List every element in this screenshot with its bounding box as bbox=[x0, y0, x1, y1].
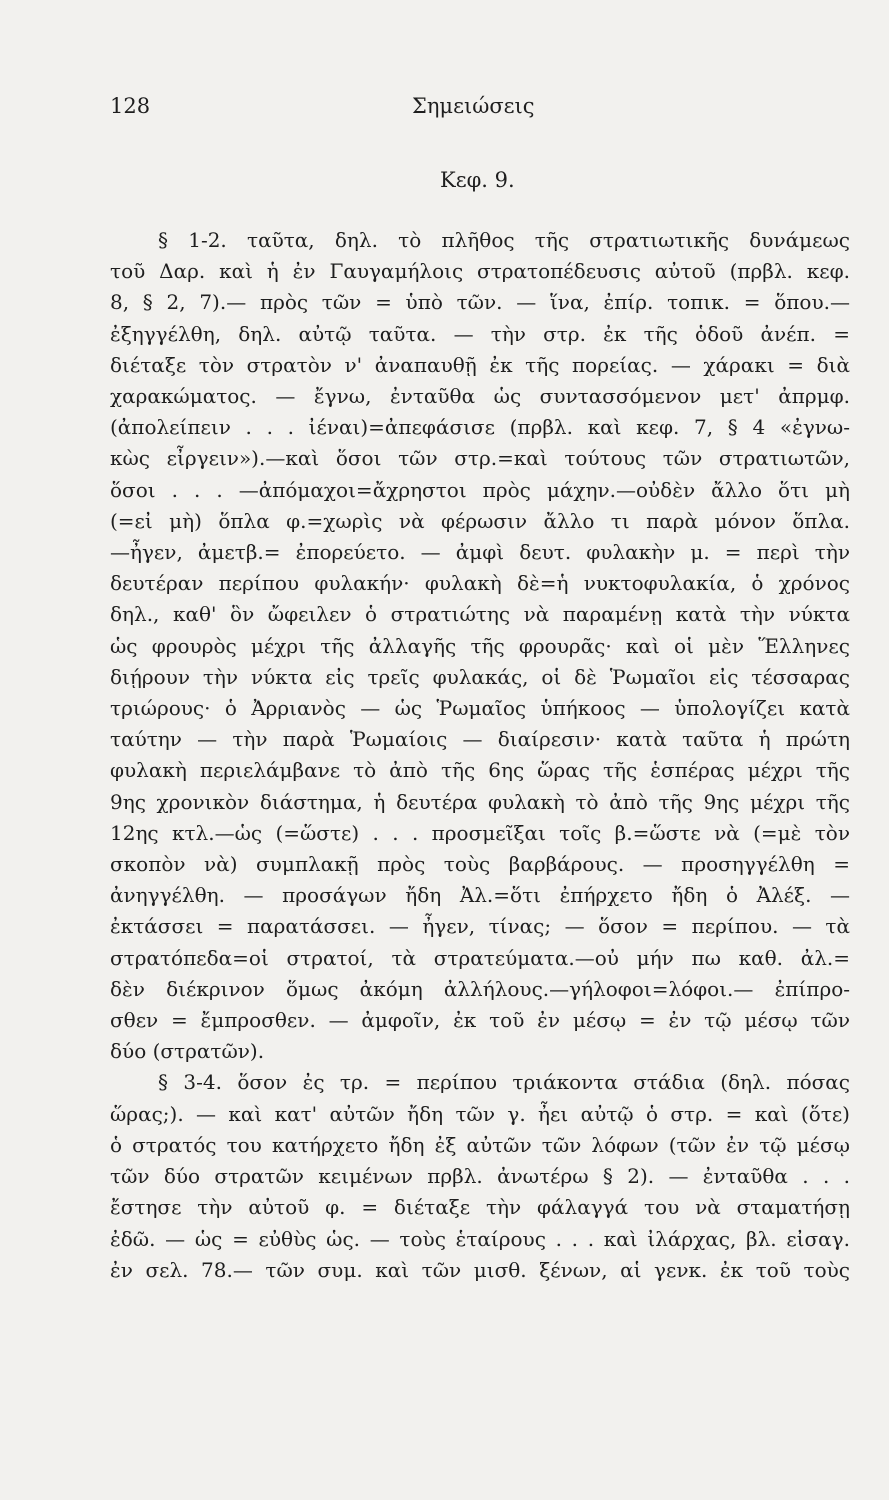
text-line: (=εἰ μὴ) ὅπλα φ.=χωρὶς νὰ φέρωσιν ἄλλο τι παρὰ μόνον ὅπλα. bbox=[110, 508, 850, 533]
page-number: 128 bbox=[110, 94, 151, 118]
text-line: δευτέραν περίπου φυλακήν· φυλακὴ δὲ=ἡ νυκτοφυλακία, ὁ χρόνος bbox=[110, 571, 850, 596]
notes-body bbox=[110, 225, 850, 1286]
text-line: σθεν = ἔμπροσθεν. — ἀμφοῖν, ἐκ τοῦ ἐν μέσῳ = ἐν τῷ μέσῳ τῶν bbox=[110, 1008, 850, 1033]
chapter-heading: Κεφ. 9. bbox=[440, 168, 515, 192]
text-line: 8, § 2, 7).— πρὸς τῶν = ὑπὸ τῶν. — ἵνα, ἐπίρ. τοπικ. = ὅπου.— bbox=[110, 290, 850, 315]
text-line: δὲν διέκρινον ὅμως ἀκόμη ἀλλήλους.—γήλοφοι=λόφοι.— ἐπίπρο- bbox=[110, 976, 850, 1001]
text-line: δηλ., καθ' ὃν ὤφειλεν ὁ στρατιώτης νὰ παραμένῃ κατὰ τὴν νύκτα bbox=[110, 602, 850, 627]
text-line: κὼς εἶργειν»).—καὶ ὅσοι τῶν στρ.=καὶ τούτους τῶν στρατιωτῶν, bbox=[110, 446, 850, 471]
text-line: στρατόπεδα=οἱ στρατοί, τὰ στρατεύματα.—οὐ μήν πω καθ. ἀλ.= bbox=[110, 945, 850, 970]
text-line: ἐδῶ. — ὡς = εὐθὺς ὡς. — τοὺς ἑταίρους . . . καὶ ἰλάρχας, βλ. εἰσαγ. bbox=[110, 1226, 850, 1251]
text-line: ἀνηγγέλθη. — προσάγων ἤδη Ἀλ.=ὅτι ἐπήρχετο ἤδη ὁ Ἀλέξ. — bbox=[110, 883, 850, 908]
text-line: ὁ στρατός του κατήρχετο ἤδη ἐξ αὐτῶν τῶν λόφων (τῶν ἐν τῷ μέσῳ bbox=[110, 1132, 850, 1157]
text-line: διῄρουν τὴν νύκτα εἰς τρεῖς φυλακάς, οἱ δὲ Ῥωμαῖοι εἰς τέσσαρας bbox=[110, 664, 850, 689]
text-line: δύο (στρατῶν). bbox=[110, 1039, 265, 1064]
text-line: ὥρας;). — καὶ κατ' αὐτῶν ἤδη τῶν γ. ἦει αὐτῷ ὁ στρ. = καὶ (ὅτε) bbox=[110, 1101, 850, 1126]
text-line: τοῦ Δαρ. καὶ ἡ ἐν Γαυγαμήλοις στρατοπέδευσις αὐτοῦ (πρβλ. κεφ. bbox=[110, 259, 850, 284]
text-line: ὡς φρουρὸς μέχρι τῆς ἀλλαγῆς τῆς φρουρᾶς· καὶ οἱ μὲν Ἕλληνες bbox=[110, 633, 850, 658]
text-line: 12ης κτλ.—ὡς (=ὥστε) . . . προσμεῖξαι τοῖς β.=ὥστε νὰ (=μὲ τὸν bbox=[110, 820, 850, 845]
running-head: Σημειώσεις bbox=[412, 94, 535, 118]
text-line: § 3-4. ὅσον ἐς τρ. = περίπου τριάκοντα στάδια (δηλ. πόσας bbox=[158, 1070, 850, 1095]
text-line: —ἦγεν, ἀμετβ.= ἐπορεύετο. — ἀμφὶ δευτ. φυλακὴν μ. = περὶ τὴν bbox=[110, 540, 850, 565]
text-line: φυλακὴ περιελάμβανε τὸ ἀπὸ τῆς 6ης ὥρας τῆς ἑσπέρας μέχρι τῆς bbox=[110, 758, 850, 783]
text-line: ἐξηγγέλθη, δηλ. αὐτῷ ταῦτα. — τὴν στρ. ἐκ τῆς ὁδοῦ ἀνέπ. = bbox=[110, 321, 850, 346]
text-line: τῶν δύο στρατῶν κειμένων πρβλ. ἀνωτέρω § 2). — ἐνταῦθα . . . bbox=[110, 1164, 850, 1189]
text-line: χαρακώματος. — ἔγνω, ἐνταῦθα ὡς συντασσόμενον μετ' ἀπρμφ. bbox=[110, 384, 850, 409]
text-line: ταύτην — τὴν παρὰ Ῥωμαίοις — διαίρεσιν· κατὰ ταῦτα ἡ πρώτη bbox=[110, 727, 850, 752]
text-line: ἔστησε τὴν αὐτοῦ φ. = διέταξε τὴν φάλαγγά του νὰ σταματήσῃ bbox=[110, 1195, 850, 1220]
text-line: τριώρους· ὁ Ἀρριανὸς — ὡς Ῥωμαῖος ὑπήκοος — ὑπολογίζει κατὰ bbox=[110, 696, 850, 721]
text-line: (ἀπολείπειν . . . ἰέναι)=ἀπεφάσισε (πρβλ. καὶ κεφ. 7, § 4 «ἐγνω- bbox=[110, 415, 850, 440]
text-line: ὅσοι . . . —ἀπόμαχοι=ἄχρηστοι πρὸς μάχην.—οὐδὲν ἄλλο ὅτι μὴ bbox=[110, 477, 850, 502]
text-line: § 1-2. ταῦτα, δηλ. τὸ πλῆθος τῆς στρατιωτικῆς δυνάμεως bbox=[158, 228, 850, 252]
text-line: διέταξε τὸν στρατὸν ν' ἀναπαυθῇ ἐκ τῆς πορείας. — χάρακι = διὰ bbox=[110, 352, 850, 377]
text-line: ἐν σελ. 78.— τῶν συμ. καὶ τῶν μισθ. ξένων, αἱ γενκ. ἐκ τοῦ τοὺς bbox=[110, 1257, 850, 1282]
text-line: 9ης χρονικὸν διάστημα, ἡ δευτέρα φυλακὴ τὸ ἀπὸ τῆς 9ης μέχρι τῆς bbox=[110, 789, 850, 814]
text-line: ἐκτάσσει = παρατάσσει. — ἦγεν, τίνας; — ὅσον = περίπου. — τὰ bbox=[110, 914, 850, 939]
text-line: σκοπὸν νὰ) συμπλακῇ πρὸς τοὺς βαρβάρους. — προσηγγέλθη = bbox=[110, 852, 850, 877]
